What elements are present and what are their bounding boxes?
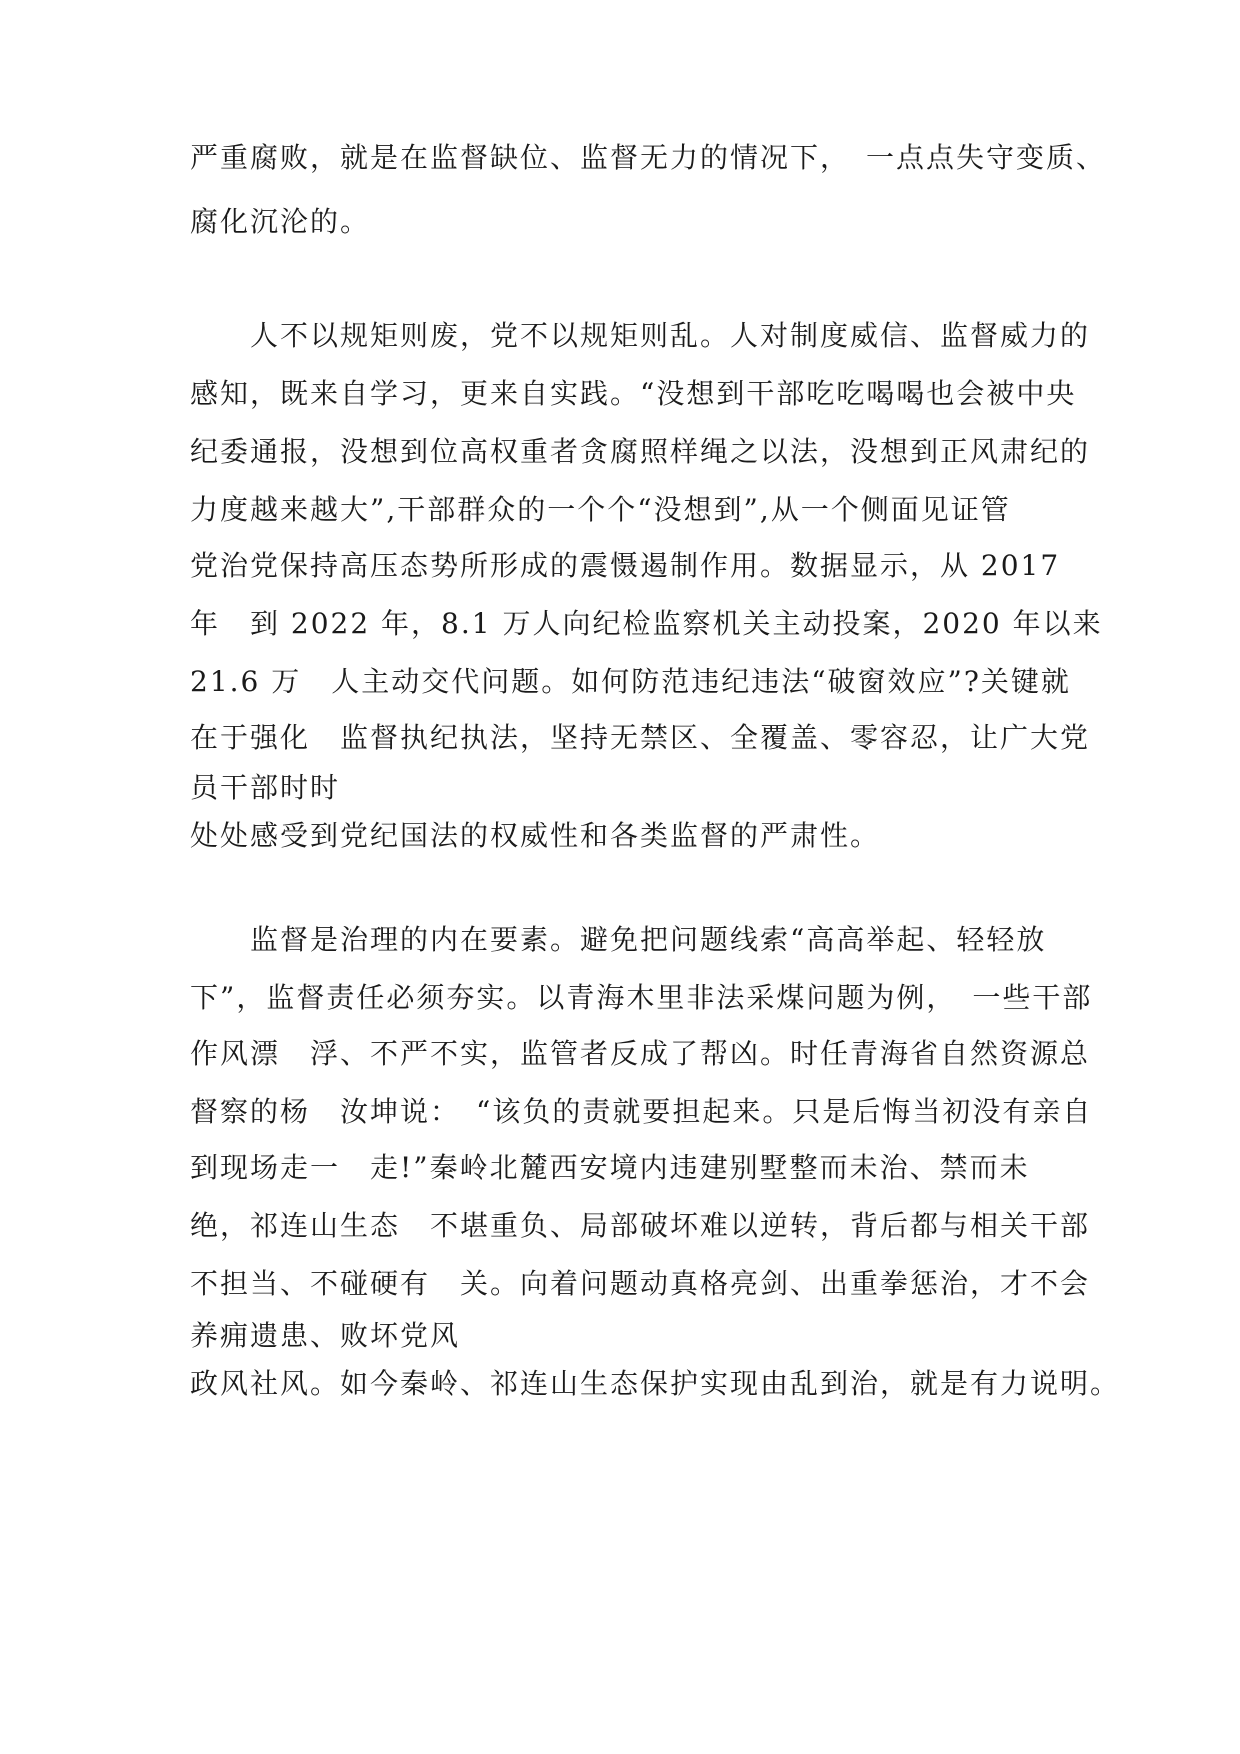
paragraph-2-line-10: 处处感受到党纪国法的权威性和各类监督的严肃性。 [190,819,881,852]
paragraph-2-line-3: 纪委通报，没想到位高权重者贪腐照样绳之以法，没想到正风肃纪的 [190,435,1091,468]
paragraph-1-line-2: 腐化沉沦的。 [190,205,371,238]
paragraph-1-line-1: 严重腐败，就是在监督缺位、监督无力的情况下， 一点点失守变质、 [190,141,1107,174]
paragraph-2-line-1: 人不以规矩则废，党不以规矩则乱。人对制度威信、监督威力的 [190,319,1091,352]
paragraph-2-line-2: 感知，既来自学习，更来自实践。“没想到干部吃吃喝喝也会被中央 [190,377,1077,410]
paragraph-2-line-9: 员干部时时 [190,771,341,804]
paragraph-3-line-1: 监督是治理的内在要素。避免把问题线索“高高举起、轻轻放 [190,923,1047,956]
paragraph-2-line-5: 党治党保持高压态势所形成的震慑遏制作用。数据显示，从 2017 [190,549,1061,582]
paragraph-3-line-8: 养痈遗患、败坏党风 [190,1319,461,1352]
paragraph-3-line-2: 下”，监督责任必须夯实。以青海木里非法采煤问题为例， 一些干部 [190,981,1093,1014]
paragraph-3-line-3: 作风漂 浮、不严不实，监管者反成了帮凶。时任青海省自然资源总 [190,1037,1091,1070]
paragraph-2-line-6: 年 到 2022 年，8.1 万人向纪检监察机关主动投案，2020 年以来 [190,607,1103,640]
paragraph-3-line-7: 不担当、不碰硬有 关。向着问题动真格亮剑、出重拳惩治，才不会 [190,1267,1091,1300]
paragraph-3-line-9: 政风社风。如今秦岭、祁连山生态保护实现由乱到治，就是有力说明。 [190,1367,1121,1400]
paragraph-2-line-7: 21.6 万 人主动交代问题。如何防范违纪违法“破窗效应”?关键就 [190,665,1071,698]
paragraph-3-line-5: 到现场走一 走!”秦岭北麓西安境内违建别墅整而未治、禁而未 [190,1151,1030,1184]
paragraph-2-line-8: 在于强化 监督执纪执法，坚持无禁区、全覆盖、零容忍，让广大党 [190,721,1091,754]
paragraph-3-line-6: 绝，祁连山生态 不堪重负、局部破坏难以逆转，背后都与相关干部 [190,1209,1091,1242]
paragraph-3-line-4: 督察的杨 汝坤说： “该负的责就要担起来。只是后悔当初没有亲自 [190,1095,1093,1128]
paragraph-2-line-4: 力度越来越大”,干部群众的一个个“没想到”,从一个侧面见证管 [190,493,1011,526]
